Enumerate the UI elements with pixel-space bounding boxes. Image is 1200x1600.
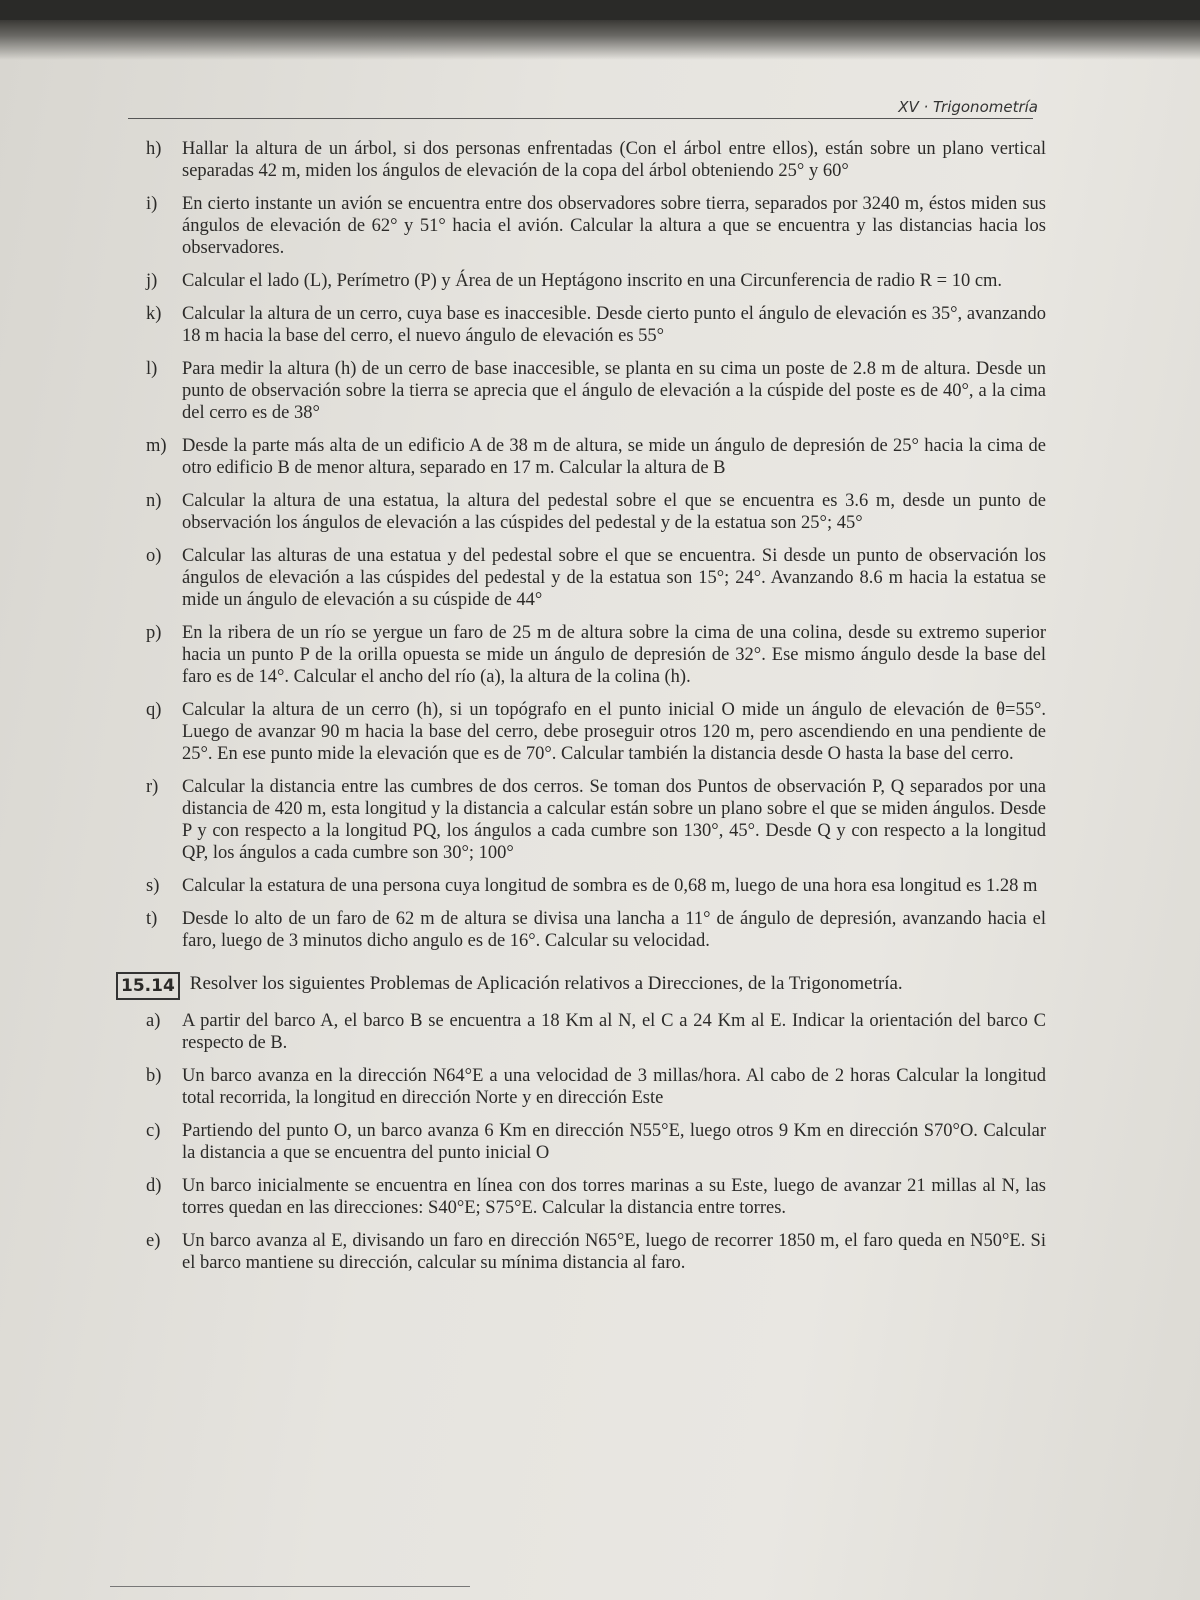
problem-list-trigonometry bbox=[146, 138, 1046, 952]
problem-item bbox=[146, 908, 1046, 952]
problem-label: a) bbox=[146, 1011, 161, 1031]
problem-text: En la ribera de un río se yergue un faro de 25 m de altura sobre la cima de una colina, desde su extremo superior hacia un punto P de la orilla opuesta se mide un ángulo de depresión de 32°. Ese mismo ángulo desde la base del faro es de 14°. Calcular el ancho del río (a), la altura de la colina (h). bbox=[182, 623, 1046, 687]
problem-item bbox=[146, 1120, 1046, 1164]
problem-text: Desde la parte más alta de un edificio A de 38 m de altura, se mide un ángulo de depresión de 25° hacia la cima de otro edificio B de menor altura, separado en 17 m. Calcular la altura de B bbox=[182, 436, 1046, 478]
problem-label: j) bbox=[146, 271, 158, 291]
problem-text: Un barco inicialmente se encuentra en línea con dos torres marinas a su Este, luego de avanzar 21 millas al N, las torres quedan en las direcciones: S40°E; S75°E. Calcular la distancia entre torres. bbox=[182, 1176, 1046, 1218]
problem-item bbox=[146, 1065, 1046, 1109]
problem-text: Desde lo alto de un faro de 62 m de altura se divisa una lancha a 11° de ángulo de depresión, avanzando hacia el faro, luego de 3 minutos dicho angulo es de 16°. Calcular su velocidad. bbox=[182, 909, 1046, 951]
problem-item bbox=[146, 545, 1046, 611]
problem-text: Para medir la altura (h) de un cerro de base inaccesible, se planta en su cima un poste de 2.8 m de altura. Desde un punto de observación sobre la tierra se aprecia que el ángulo de elevación a la cúspide del poste es de 40°, a la cima del cerro es de 38° bbox=[182, 359, 1046, 423]
section-heading bbox=[116, 972, 1046, 1000]
problem-item bbox=[146, 303, 1046, 347]
problem-item bbox=[146, 875, 1046, 897]
footer-rule bbox=[110, 1586, 470, 1587]
problem-label: l) bbox=[146, 359, 158, 379]
problem-text: Calcular la distancia entre las cumbres de dos cerros. Se toman dos Puntos de observación P, Q separados por una distancia de 420 m, esta longitud y la distancia a calcular están sobre un plano sobre el que se miden ángulos. Desde P y con respecto a la longitud PQ, los ángulos a cada cumbre son 130°, 45°. Desde Q y con respecto a la longitud QP, los ángulos a cada cumbre son 30°; 100° bbox=[182, 777, 1046, 863]
problem-label: c) bbox=[146, 1121, 161, 1141]
problem-list-directions bbox=[146, 1010, 1046, 1274]
problem-text: Calcular la altura de un cerro (h), si un topógrafo en el punto inicial O mide un ángulo de elevación de θ=55°. Luego de avanzar 90 m hacia la base del cerro, debe proseguir otros 120 m, pero ascendiendo en una pendiente de 25°. En ese punto mide la elevación que es de 70°. Calcular también la distancia desde O hasta la base del cerro. bbox=[182, 700, 1046, 764]
problem-item bbox=[146, 1230, 1046, 1274]
problem-item bbox=[146, 622, 1046, 688]
problem-item bbox=[146, 138, 1046, 182]
problem-text: Calcular la altura de una estatua, la altura del pedestal sobre el que se encuentra es 3.6 m, desde un punto de observación los ángulos de elevación a las cúspides del pedestal y de la estatua son 25°; 45° bbox=[182, 491, 1046, 533]
problem-item bbox=[146, 270, 1046, 292]
problem-item bbox=[146, 776, 1046, 864]
problem-label: p) bbox=[146, 623, 162, 643]
section-number: 15.14 bbox=[116, 972, 180, 1000]
problem-text: Calcular la altura de un cerro, cuya base es inaccesible. Desde cierto punto el ángulo de elevación es 35°, avanzando 18 m hacia la base del cerro, el nuevo ángulo de elevación es 55° bbox=[182, 304, 1046, 346]
problem-label: h) bbox=[146, 139, 162, 159]
page-top-shadow bbox=[0, 20, 1200, 60]
problem-item bbox=[146, 358, 1046, 424]
problem-label: i) bbox=[146, 194, 158, 214]
document-page bbox=[0, 20, 1200, 1600]
problems-content bbox=[121, 138, 1046, 1285]
problem-label: s) bbox=[146, 876, 160, 896]
problem-label: d) bbox=[146, 1176, 162, 1196]
problem-item bbox=[146, 490, 1046, 534]
chapter-header: XV · Trigonometría bbox=[898, 98, 1038, 116]
problem-text: Calcular las alturas de una estatua y del pedestal sobre el que se encuentra. Si desde un punto de observación los ángulos de elevación a las cúspides del pedestal y de la estatua son 15°; 24°. Avanzando 8.6 m hacia la estatua se mide un ángulo de elevación a su cúspide de 44° bbox=[182, 546, 1046, 610]
problem-item bbox=[146, 193, 1046, 259]
problem-label: b) bbox=[146, 1066, 162, 1086]
problem-text: Un barco avanza al E, divisando un faro en dirección N65°E, luego de recorrer 1850 m, el faro queda en N50°E. Si el barco mantiene su dirección, calcular su mínima distancia al faro. bbox=[182, 1231, 1046, 1273]
problem-label: n) bbox=[146, 491, 162, 511]
problem-item bbox=[146, 435, 1046, 479]
problem-label: k) bbox=[146, 304, 162, 324]
problem-label: e) bbox=[146, 1231, 161, 1251]
problem-text: Un barco avanza en la dirección N64°E a una velocidad de 3 millas/hora. Al cabo de 2 horas Calcular la longitud total recorrida, la longitud en dirección Norte y en dirección Este bbox=[182, 1066, 1046, 1108]
problem-text: Hallar la altura de un árbol, si dos personas enfrentadas (Con el árbol entre ellos), están sobre un plano vertical separadas 42 m, miden los ángulos de elevación de la copa del árbol obteniendo 25° y 60° bbox=[182, 139, 1046, 181]
problem-item bbox=[146, 699, 1046, 765]
problem-label: q) bbox=[146, 700, 162, 720]
problem-text: A partir del barco A, el barco B se encuentra a 18 Km al N, el C a 24 Km al E. Indicar la orientación del barco C respecto de B. bbox=[182, 1011, 1046, 1053]
problem-item bbox=[146, 1175, 1046, 1219]
problem-item bbox=[146, 1010, 1046, 1054]
problem-text: Partiendo del punto O, un barco avanza 6 Km en dirección N55°E, luego otros 9 Km en dirección S70°O. Calcular la distancia a que se encuentra del punto inicial O bbox=[182, 1121, 1046, 1163]
problem-label: m) bbox=[146, 436, 167, 456]
section-title: Resolver los siguientes Problemas de Aplicación relativos a Direcciones, de la Trigonometría. bbox=[189, 973, 903, 994]
problem-text: Calcular la estatura de una persona cuya longitud de sombra es de 0,68 m, luego de una hora esa longitud es 1.28 m bbox=[182, 876, 1038, 896]
problem-text: En cierto instante un avión se encuentra entre dos observadores sobre tierra, separados por 3240 m, éstos miden sus ángulos de elevación de 62° y 51° hacia el avión. Calcular la altura a que se encuentra y las distancias hacia los observadores. bbox=[182, 194, 1046, 258]
problem-label: r) bbox=[146, 777, 159, 797]
problem-text: Calcular el lado (L), Perímetro (P) y Área de un Heptágono inscrito en una Circunferencia de radio R = 10 cm. bbox=[182, 271, 1003, 291]
header-rule bbox=[128, 118, 1033, 119]
problem-label: o) bbox=[146, 546, 162, 566]
problem-label: t) bbox=[146, 909, 158, 929]
